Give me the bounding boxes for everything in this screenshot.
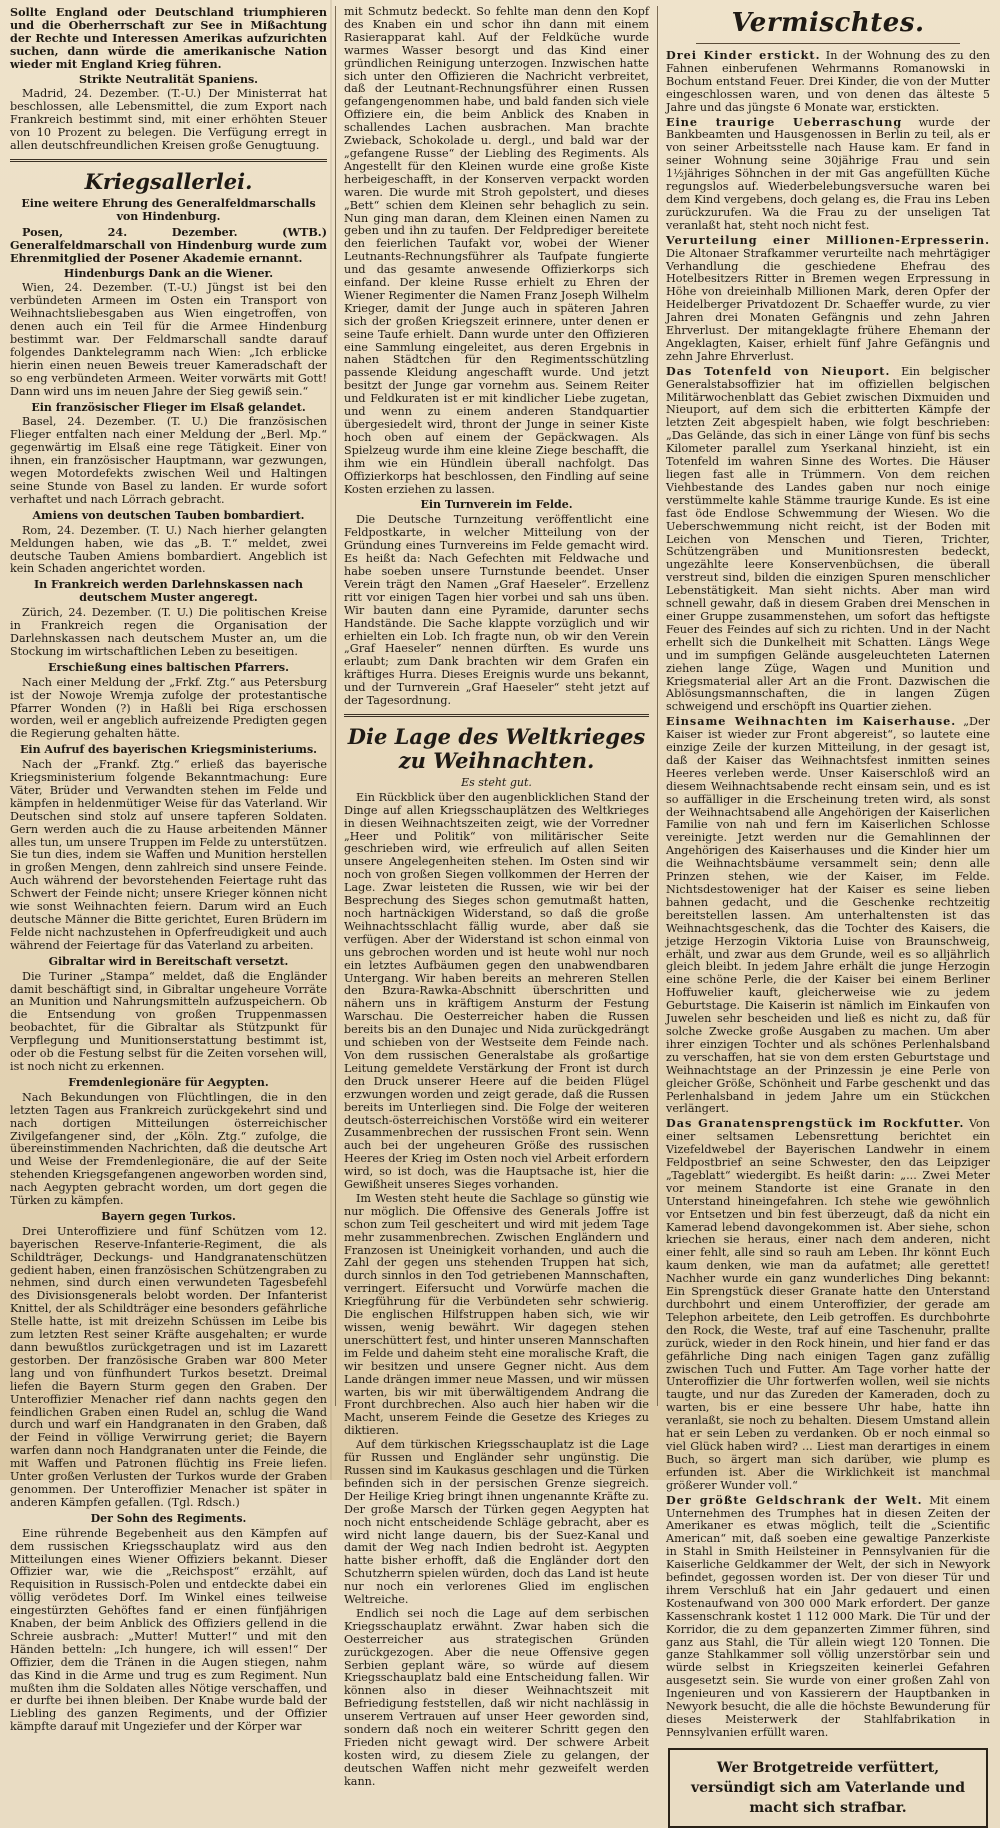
article-heading: Bayern gegen Turkos. — [101, 1209, 236, 1223]
article-heading: Eine weitere Ehrung des Generalfeldmarschalls von Hindenburg. — [21, 196, 316, 223]
column-3 — [658, 6, 991, 1816]
divider — [344, 714, 649, 717]
columns — [10, 5, 992, 1816]
section-title-vermischtes: Vermischtes. — [731, 8, 925, 38]
article-text: Die Turiner „Stampa“ meldet, daß die Engländer damit beschäftigt sind, in Gibraltar ungeheure Vorräte an Munition und Nahrungsmitteln aufzuspeichern. Ob die Entsendung von großen Truppenmassen beobachtet, für die Gibraltar als Stützpunkt für Verpflegung und Munitionserstattung bestimmt ist, oder ob die Festung selbst für die Zeiten vorsehen will, ist noch nicht zu erkennen. — [10, 969, 327, 1073]
article-text: Von einer seltsamen Lebensrettung berichtet ein Vizefeldwebel der Bayerischen Landwehr in einem Feldpostbrief an seine Schwester, den das Leipziger „Tageblatt“ wiedergibt. Es heißt darin: „... Zwei Meter vor meinem Standorte ist eine Granate in den Unterstand hineingefahren. Ich stehe wie gewöhnlich vor Entsetzen und bin fest überzeugt, daß da nicht ein Kamerad lebend davongekommen ist. Aber siehe, schon kriechen sie heraus, einer nach dem anderen, nicht einer fehlt, alle sind so rauh am Leben. Ihr könnt Euch kaum denken, wie man da aufatmet; alle gerettet! Nachher wurde ein ganz wunderliches Ding bekannt: Ein Sprengstück dieser Granate hatte den Unterstand durchbohrt und einem Unteroffizier, der gerade am Telephon arbeitete, den Leib getroffen. Es durchbohrte den Rock, die Weste, traf auf eine Taschenuhr, prallte zurück, wieder in den Rock hinein, und hier fand er das gefährliche Ding nach einigen Tagen ganz zufällig zwischen Tuch und Futter. Am Tage vorher hatte der Unteroffizier die Uhr fortwerfen wollen, weil sie nichts taugte, und nur das Zureden der Kameraden, doch zu warten, bis er eine bessere Uhr habe, hatte ihn veranlaßt, sie noch zu behalten. Diesem Umstand allein hat er sein Leben zu verdanken. Ob er noch einmal so viel Glück haben wird? ... Liest man derartiges in einem Buch, so ärgert man sich darüber, wie plump es erfunden ist. Aber die Wirklichkeit ist manchmal größerer Wunder voll.“ — [666, 1117, 990, 1492]
article-heading: Gibraltar wird in Bereitschaft versetzt. — [48, 954, 289, 968]
article-heading: Strikte Neutralität Spaniens. — [78, 72, 259, 86]
article-heading: Das Granatensprengstück im Rockfutter. — [666, 1116, 965, 1131]
article-text: Zürich, 24. Dezember. (T. U.) Die politischen Kreise in Frankreich regen die Organisation der Darlehnskassen nach deutschem Muster an, um die Stockung im wirtschaftlichen Leben zu beseitigen. — [10, 606, 327, 658]
public-notice-box: Wer Brotgetreide verfüttert, versündigt sich am Vaterlande und macht sich strafbar. — [668, 1748, 988, 1828]
divider — [10, 159, 327, 162]
article-text: wurde der Bankbeamten und Hausgenossen in Berlin zu teil, als er von seiner Arbeitsstelle nach Hause kam. Er fand in seiner Wohnung seine 30jährige Frau und sein 1½jähriges Söhnchen in der mit Gas angefüllten Küche regungslos auf. Wiederbelebungsversuche waren bei dem Kind vergebens, doch gelang es, die Frau ins Leben zurückzurufen. Wa die Frau zu der unseligen Tat veranlaßt hat, steht noch nicht fest. — [666, 115, 990, 232]
article-heading: Der größte Geldschrank der Welt. — [666, 1492, 923, 1507]
article-text: Rom, 24. Dezember. (T. U.) Nach hierher gelangten Meldungen haben, wie das „B. T.“ meldet, zwei deutsche Tauben Amiens bombardiert. Angeblich ist kein Schaden angerichtet worden. — [10, 523, 327, 576]
column-1 — [10, 5, 336, 1734]
divider — [696, 43, 960, 44]
article-heading: Hindenburgs Dank an die Wiener. — [63, 266, 274, 280]
article-text: Endlich sei noch die Lage auf dem serbischen Kriegsschauplatz erwähnt. Zwar haben sich die Oesterreicher aus strategischen Gründen zurückgezogen. Aber die neue Offensive gegen Serbien geplant wäre, so würde auf diesem Kriegsschauplatz bald eine Entscheidung fallen. Wir können also in dieser Weihnachtszeit mit Befriedigung feststellen, daß wir nicht nachlässig in unserem Vertrauen auf unser Heer geworden sind, sondern daß noch ein weiterer Schritt gegen den Frieden nicht gewagt wird. Der schwere Arbeit kosten wird, zu diesem Ziele zu gelangen, der deutschen Waffen nicht mehr gezweifelt werden kann. — [344, 1606, 649, 1788]
article-heading: Verurteilung einer Millionen-Erpresserin. — [666, 232, 990, 247]
article-heading: Ein Turnverein im Felde. — [420, 498, 573, 512]
section-title-kriegsallerlei: Kriegsallerlei. — [84, 168, 253, 194]
article-text: Wien, 24. Dezember. (T.-U.) Jüngst ist bei den verbündeten Armeen im Osten ein Transport von Weihnachtsliebesgaben aus Wien eingetroffen, von denen auch ein Teil für die Armee Hindenburg bestimmt war. Der Feldmarschall sandte darauf folgendes Danktelegramm nach Wien: „Ich erblicke hierin einen neuen Beweis treuer Kameradschaft der so eng verbündeten Armeen. Weiter vorwärts mit Gott! Dann wird uns im neuen Jahre der Sieg gewiß sein.“ — [10, 281, 327, 398]
article-text: mit Schmutz bedeckt. So fehlte man denn den Kopf des Knaben ein und schor ihn dann mit einem Rasierapparat kahl. Auf der Feldküche wurde warmes Wasser besorgt und das Kind einer gründlichen Reinigung unterzogen. Inzwischen hatte sich unter den Offizieren die Nachricht verbreitet, daß der Leutnant-Rechnungsführer einen Russen gefangengenommen habe, und bald fanden sich viele Offiziere ein, die beim Anblick des Knaben in schallendes Lachen ausbrachen. Man brachte Zwieback, Schokolade u. dergl., und bald war der „gefangene Russe“ der Liebling des Regiments. Als Angestellt für den Kleinen wurde eine große Kiste herbeigeschafft, in der Konserven verpackt worden waren. Die wurde mit Stroh gepolstert, und dieses „Bett“ schien dem Kleinen sehr behaglich zu sein. Nun ging man daran, dem Kleinen einen Namen zu geben und ihn zu taufen. Der Feldprediger bereitete den feierlichen Taufakt vor, wobei der Wiener Leutnants-Rechnungsführer als Taufpate fungierte und das gesamte anwesende Offizierkorps sich einfand. Der kleine Russe erhielt zu Ehren der Wiener Regimenter die Namen Franz Joseph Wilhelm Krieger, damit der Junge auch in späteren Jahren sich der großen Kriegszeit erinnere, unter denen er seine Taufe erhielt. Dann wurde unter den Offizieren eine Sammlung eingeleitet, aus deren Ergebnis in nahen Städtchen für den Regimentsschützling passende Kleidung angeschafft wurde. Und jetzt besitzt der Junge gar vornehm aus. Seinem Reiter und Feldkuraten ist er mit kindlicher Liebe zugetan, und wenn zu einem anderen Standquartier übergesiedelt wird, thront der Junge in seiner Kiste hoch oben auf einem der Gepäckwagen. Als Spielzeug wurde ihm eine kleine Ziege beschafft, die ihm wie ein Hündlein überall nachfolgt. Das Offizierkorps hat beschlossen, den Findling auf seine Kosten erziehen zu lassen. — [344, 5, 649, 496]
article-heading: Ein Aufruf des bayerischen Kriegsministeriums. — [20, 743, 317, 757]
article-text: Ein belgischer Generalstabsoffizier hat im offiziellen belgischen Militärwochenblatt das Gebiet zwischen Dixmuiden und Nieuport, auf dem sich die erbitterten Kämpfe der letzten Zeit abgespielt haben, wie folgt beschrieben: „Das Gelände, das sich in einer Länge von fünf bis sechs Kilometer parallel zum Yserkanal hinzieht, ist ein Totenfeld im wahren Sinne des Wortes. Die Häuser liegen fast alle in Trümmern. Von dem reichen Viehbestande des Landes gaben nur noch einige verstümmelte kahle Stämme traurige Kunde. Es ist eine fast öde Endlose Schwemmung der Wiesen. Wo die Ueberschwemmung nicht reicht, ist der Boden mit Leichen von Menschen und Tieren, Trichter, Schützengräben und Munitionsresten bedeckt, ungezählte leere Konservenbüchsen, die überall verstreut sind, bilden die einzigen Spuren menschlicher Lebenstätigkeit. Man sieht nichts. Aber man wird schnell gewahr, daß in diesem Graben drei Menschen in einer Gruppe zusammenstehen, um sofort das heftigste Feuer des Feindes auf sich zu richten. Und in der Nacht erhellt sich die Dunkelheit mit Schatten. Längs Wege und im sumpfigen Gelände ausgeleuchteten Laternen ziehen lange Züge, Wagen und Munition und Kriegsmaterial aller Art an die Front. Dazwischen die Ablösungsmannschaften, die in langen Zügen schweigend und erschöpft ins Quartier ziehen. — [666, 364, 990, 714]
article-text: Posen, 24. Dezember. (WTB.) Generalfeldmarschall von Hindenburg wurde zum Ehrenmitglied der Posener Akademie ernannt. — [10, 224, 327, 265]
article-heading: Einsame Weihnachten im Kaiserhause. — [666, 714, 957, 729]
article-text: Im Westen steht heute die Sachlage so günstig wie nur möglich. Die Offensive des Generals Joffre ist schon zum Teil gescheitert und wird mit jedem Tage mehr zusammenbrechen. Zwischen Engländern und Franzosen ist Uneinigkeit vorhanden, und auch die Zahl der gegen uns stehenden Truppen hat sich, durch sinnlos in den Tod getriebenen Mannschaften, verringert. Eifersucht und Vorwürfe machen die Kriegführung für die Verbündeten sehr schwierig. Die englischen Hilfstruppen haben sich, wie wir wissen, wenig bewährt. Wir dagegen stehen unerschüttert fest, und hinter unseren Mannschaften im Felde und daheim steht eine moralische Kraft, die wir besitzen und unsere Gegner nicht. Aus dem Lande drängen immer neue Massen, und wir müssen warten, bis wir mit überwältigendem Andrang die Front durchbrechen. Also auch hier haben wir die Macht, unserem Feinde die Gesetze des Krieges zu diktieren. — [344, 1191, 649, 1438]
article-text: Nach der „Frankf. Ztg.“ erließ das bayerische Kriegsministerium folgende Bekanntmachung: Eure Väter, Brüder und Verwandten stehen im Felde und kämpfen in heldenmütiger Weise für das Vaterland. Wir Deutschen sind stolz auf unsere tapferen Soldaten. Gern werden auch die zu Hause arbeitenden Männer alles tun, um unsere Truppen im Felde zu unterstützen. Sie tun dies, indem sie Waffen und Munition herstellen in großen Mengen, denn zahlreich sind unsere Feinde. Auch während der bevorstehenden Feiertage ruht das Schwert der Feinde nicht; unsere Krieger können nicht wie sonst Weihnachten feiern. Darum wird an Euch deutsche Männer die Bitte gerichtet, Euren Brüdern im Felde nicht nachzustehen in Opferfreudigkeit und auch während der Feiertage für das Vaterland zu arbeiten. — [10, 758, 327, 952]
article-heading: Drei Kinder erstickt. — [666, 48, 821, 62]
article-text: Nach einer Meldung der „Frkf. Ztg.“ aus Petersburg ist der Nowoje Wremja zufolge der protestantische Pfarrer Wonden (?) in Haßli bei Riga erschossen worden, weil er angeblich aufreizende Predigten gegen die Regierung gehalten hätte. — [10, 675, 327, 741]
article-heading: Das Totenfeld von Nieuport. — [666, 363, 891, 378]
article-text: Drei Unteroffiziere und fünf Schützen vom 12. bayerischen Reserve-Infanterie-Regiment, die als Schildträger, Deckungs- und Handgranatenschützen gedient haben, einen französischen Schützengraben zu nehmen, sind durch einen verwundeten Tagesbefehl des Divisionsgenerals belobt worden. Der Infanterist Knittel, der als Schildträger eine besonders gefährliche Stelle hatte, ist mit dreizehn Schüssen im Leibe bis zum letzten Rest seiner Kräfte ausgehalten; er wurde dann bewußtlos zurückgetragen und ist im Lazarett gestorben. Der französische Graben war 800 Meter lang und von fünfhundert Turkos besetzt. Dreimal liefen die Bayern Sturm gegen den Graben. Der Unteroffizier Menacher rief dann nachts gegen den feindlichen Graben einen Rudel an, schlug die Wand durch und warf ein Handgranaten in den Graben, daß der Feind in völlige Verwirrung geriet; die Bayern warfen dann noch Handgranaten unter die Feinde, die mit Waffen und Patronen flüchtig ins Freie liefen. Unter großen Verlusten der Turkos wurde der Graben genommen. Der Unteroffizier Menacher ist später in anderen Kämpfen gefallen. (Tgl. Rdsch.) — [10, 1224, 327, 1509]
article-text: Ein Rückblick über den augenblicklichen Stand der Dinge auf allen Kriegsschauplätzen des Weltkrieges in diesen Weihnachtszeiten zeigt, wie der Vorredner „Heer und Politik“ von militärischer Seite geschrieben wird, wie erfreulich auf allen Seiten unsere Angelegenheiten stehen. Im Osten sind wir noch von großen Siegen vollkommen der Herren der Lage. Zwar leisteten die Russen, wie wir bei der Besprechung des Sieges schon gemutmaßt hatten, noch hartnäckigen Widerstand, so daß die große Weihnachtsschlacht fällig wurde, aber daß sie verfügen. Aber der Widerstand ist schon einmal von uns gebrochen worden und ist heute wohl nur noch ein letztes Aufbäumen gegen den unabwendbaren Untergang. Wir haben bereits an mehreren Stellen den Bzura-Rawka-Abschnitt überschritten und nähern uns in kräftigem Ansturm der Festung Warschau. Die Oesterreicher haben die Russen bereits bis an den Dunajec und Nida zurückgedrängt und schieben von der Westseite dem Feinde nach. Von dem russischen Generalstabe als großartige Leitung gemeldete Verstärkung der Front ist durch den Druck unserer Heere auf die beiden Flügel erzwungen worden und zeigt gerade, daß die Russen bereits im Unterliegen sind. Die Folge der weiteren deutsch-österreichischen Vorstöße wird ein weiterer Zusammenbrechen der russischen Front sein. Wenn auch bei der ungeheuren Größe des russischen Heeres der Krieg im Osten noch viel Arbeit erfordern wird, so ist doch, was die Hauptsache ist, hier die Gewißheit unseres Sieges vorhanden. — [344, 790, 649, 1192]
article-text: Basel, 24. Dezember. (T. U.) Die französischen Flieger entfalten nach einer Meldung der „Berl. Mp.“ gegenwärtig im Elsaß eine rege Tätigkeit. Einer von ihnen, ein französischer Hauptmann, war gezwungen, wegen Motordefekts zwischen Weil und Haltingen seine Stunde von Basel zu landen. Er wurde sofort verhaftet und nach Lörrach gebracht. — [10, 415, 327, 506]
article-heading: Fremdenlegionäre für Aegypten. — [68, 1075, 269, 1089]
article-text: Madrid, 24. Dezember. (T.-U.) Der Ministerrat hat beschlossen, alle Lebensmittel, die zum Export nach Frankreich bestimmt sind, mit einer erhöhten Steuer von 10 Prozent zu belegen. Die Verfügung erregt in allen deutschfreundlichen Kreisen große Genugtuung. — [10, 87, 327, 153]
article-text: Eine rührende Begebenheit aus den Kämpfen auf dem russischen Kriegsschauplatz wird aus den Mitteilungen eines Wiener Offiziers bekannt. Dieser Offizier war, wie die „Reichspost“ erzählt, auf Requisition in Russisch-Polen und entdeckte dabei ein völlig verödetes Dorf. Im Winkel eines teilweise eingestürzten Gehöftes fand er einen fünfjährigen Knaben, der beim Anblick des Offiziers gellend in die Schreie ausbrach: „Mutter! Mutter!“ und mit den Händen betteln: „Ich hungere, ich will essen!“ Der Offizier, dem die Tränen in die Augen stiegen, nahm das Kind in die Arme und trug es zum Regiment. Nun mußten ihm die Soldaten alles Nötige verschaffen, und er durfte bei ihnen bleiben. Der Knabe wurde bald der Liebling des ganzen Regiments, und der Offizier kämpfte darauf mit Ungeziefer und der Körper war — [10, 1526, 327, 1734]
article-text: „Der Kaiser ist wieder zur Front abgereist“, so lautete eine einzige Zeile der kurzen Mitteilung, in der gesagt ist, daß der Kaiser das Weihnachtsfest inmitten seines Heeres verleben werde. Unser Kaiserschloß wird an diesem Weihnachtsabende recht einsam sein, und es ist so auffälliger in die Erscheinung treten wird, als sonst der Weihnachtsabend alle Angehörigen der Kaiserlichen Familie von nah und fern im Kaiserlichen Schlosse vereinigte. Jetzt werden nur die Gemahlinnen der Angehörigen des Kaiserhauses und die Kinder hier um die Weihnachtsbäume versammelt sein; denn alle Prinzen stehen, wie der Kaiser, im Felde. Nichtsdestoweniger hat der Kaiser es seine lieben bahnen gedacht, und die Geschenke rechtzeitig bereitstellen lassen. Am unterhaltensten ist das Weihnachtsgeschenk, das die Tochter des Kaisers, die jetzige Herzogin Viktoria Luise von Braunschweig, erhält, und zwar aus dem Grunde, weil es so alljährlich gleich bleibt. In jedem Jahre erhält die junge Herzogin eine schöne Perle, die der Kaiser bei einem Berliner Hoffuwelier kauft, gleicherweise wie zu jedem Geburtstage. Die Kaiserin ist nämlich im Einkaufen von Juwelen sehr bescheiden und ließ es nicht zu, daß für solche Zwecke große Ausgaben zu machen. Um aber ihrer einzigen Tochter und als schönes Perlenhalsband zu verschaffen, hat sie von dem ersten Geburtstage und Weihnachtstage an der Prinzessin je eine Perle von gleicher Größe, Schönheit und Farbe geschenkt und das Perlenhalsband in jedem Jahre um ein Stückchen verlängert. — [666, 715, 990, 1116]
fold-line — [330, 0, 332, 1480]
article-text: Mit einem Unternehmen des Trumphes hat in diesen Zeiten der Amerikaner es etwas möglich, teilt die „Scientific American“ mit, daß soeben eine gewaltige Panzerkiste in Stahl in Smith Heilsteiner in Pennsylvanien für die Kaiserliche Geldkammer der Welt, der sich in Newyork befindet, gegossen worden ist. Der von dieser Tür und ihrem Verschluß hat ein Jahr gedauert und einen Kostenaufwand von 300 000 Mark erfordert. Der ganze Kassenschrank kostet 1 112 000 Mark. Die Tür und der Korridor, die zu dem gepanzerten Zimmer führen, sind ganz aus Stahl, die Tür allein wiegt 120 Tonnen. Die ganze Stahlkammer soll völlig unzerstörbar sein und würde selbst in Kriegszeiten keinerlei Gefahren ausgesetzt sein. Sie wurde von einer großen Zahl von Ingenieuren und von Kassierern der Hauptbanken in Newyork besucht, die alle die höchste Bewunderung für dieses Meisterwerk der Stahlfabrikation in Pennsylvanien erfüllt waren. — [666, 1493, 991, 1739]
article-heading: In Frankreich werden Darlehnskassen nach deutschem Muster angeregt. — [33, 578, 304, 605]
article-heading: Der Sohn des Regiments. — [90, 1511, 247, 1525]
article-text: Nach Bekundungen von Flüchtlingen, die in den letzten Tagen aus Frankreich zurückgekehrt sind und nach dortigen Mitteilungen österreichischer Zivilgefangener sind, der „Köln. Ztg.“ zufolge, die übereinstimmenden Nachrichten, daß die deutsche Art und Weise der Fremdenlegionäre, die auf der Seite stehenden Kriegsgefangenen angeworben worden sind, nach Aegypten gebracht worden, um dort gegen die Türken zu kämpfen. — [10, 1090, 327, 1208]
article-heading: Erschießung eines baltischen Pfarrers. — [48, 660, 289, 674]
section-title-lage: Die Lage des Weltkrieges zu Weihnachten. — [347, 723, 646, 773]
article-text: Die Deutsche Turnzeitung veröffentlicht eine Feldpostkarte, in welcher Mitteilung von der Gründung eines Turnvereins im Felde gemacht wird. Es heißt da: Nach Gefechten mit Feldwache und habe soeben unsere Turnstunde beendet. Unser Verein trägt den Namen „Graf Haeseler“. Erzellenz ritt vor einigen Tagen hier vorbei und sah uns üben. Wir bauten dann eine Pyramide, darunter sechs Handstände. Die Sache klappte vorzüglich und wir erhielten ein Lob. Ich fragte nun, ob wir den Verein „Graf Haeseler“ nennen dürften. Es wurde uns erlaubt; zum Dank brachten wir dem Grafen ein kräftiges Hurra. Dieses Ereignis wurde uns bekannt, und der Turnverein „Graf Haeseler“ steht jetzt auf der Tagesordnung. — [344, 513, 649, 708]
article-text: Die Altonaer Strafkammer verurteilte nach mehrtägiger Verhandlung die geschiedene Ehefrau des Hotelbesitzers Ritter in Bremen wegen Erpressung in Höhe von dreieinhalb Millionen Mark, deren Opfer der Heidelberger Privatdozent Dr. Schaeffer wurde, zu vier Jahren drei Monaten Gefängnis und zehn Jahren Ehrverlust. Der mitangeklagte frühere Ehemann der Angeklagten, Kaiser, erhielt fünf Jahre Gefängnis und zehn Jahre Ehrverlust. — [666, 246, 990, 363]
column-2 — [336, 5, 658, 1788]
article-heading: Amiens von deutschen Tauben bombardiert. — [32, 508, 305, 522]
intro-paragraph: Sollte England oder Deutschland triumphieren und die Oberherrschaft zur See in Mißachtung der Rechte und Interessen Amerikas aufzurichten suchen, dann würde die amerikanische Nation wieder mit England Krieg führen. — [10, 5, 327, 71]
article-text: Auf dem türkischen Kriegsschauplatz ist die Lage für Russen und Engländer sehr ungünstig. Die Russen sind im Kaukasus geschlagen und die Türken befinden sich in der persischen Grenze siegreich. Der Heilige Krieg bringt ihnen ungenannte Kräfte zu. Der große Marsch der Türken gegen Aegypten hat noch nicht entscheidende Schläge gebracht, aber es wird nicht lange dauern, bis der Suez-Kanal und damit der Weg nach Indien bedroht ist. Aegypten hatte bisher erhofft, daß die Engländer dort den Schutzherrn spielen würden, doch das Land ist heute nur noch ein verlorenes Glied im englischen Weltreiche. — [344, 1438, 649, 1607]
article-subheading: Es steht gut. — [461, 775, 532, 789]
article-heading: Eine traurige Ueberraschung — [666, 114, 903, 129]
article-text: In der Wohnung des zu den Fahnen einberufenen Wehrmanns Romanowski in Bochum entstand Feuer. Drei Kinder, die von der Mutter eingeschlossen waren, und von denen das älteste 5 Jahre und das jüngste 6 Monate war, erstickten. — [666, 49, 990, 114]
article-heading: Ein französischer Flieger im Elsaß gelandet. — [31, 400, 306, 414]
